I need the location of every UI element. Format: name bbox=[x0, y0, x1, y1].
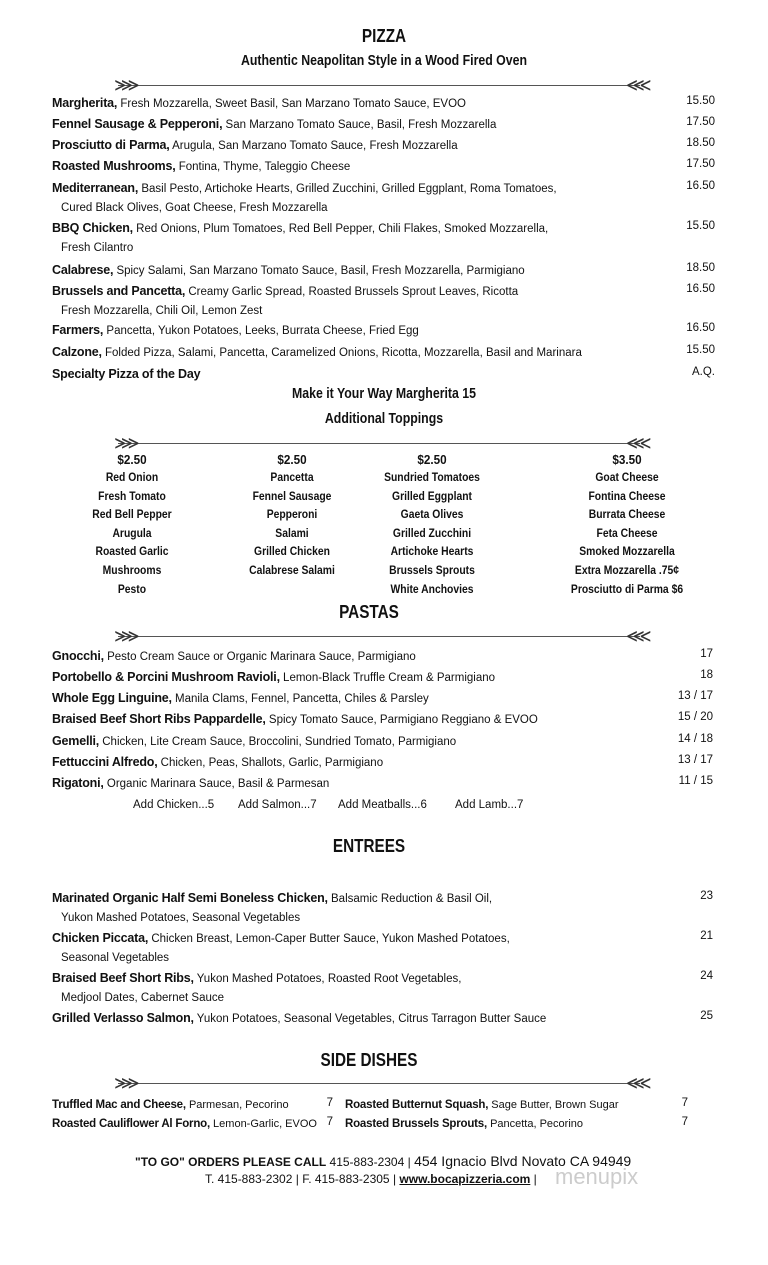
item-description: Sage Butter, Brown Sugar bbox=[491, 1099, 619, 1111]
pizza-item bbox=[52, 158, 350, 175]
item-price: 15 / 20 bbox=[677, 711, 713, 723]
item-name: Specialty Pizza of the Day bbox=[52, 367, 201, 381]
telephone: T. 415-883-2302 bbox=[205, 1172, 293, 1186]
contact-line bbox=[205, 1172, 537, 1186]
topping-item: Calabrese Salami bbox=[249, 565, 335, 577]
item-description: Chicken, Peas, Shallots, Garlic, Parmigiano bbox=[160, 757, 384, 769]
website-link[interactable]: www.bocapizzeria.com bbox=[399, 1172, 531, 1186]
item-description: Fontina, Thyme, Taleggio Cheese bbox=[178, 161, 351, 173]
topping-price: $2.50 bbox=[417, 452, 447, 467]
item-price: 18 bbox=[700, 669, 713, 681]
section-divider bbox=[118, 443, 640, 444]
section-divider bbox=[118, 636, 640, 637]
item-description: Spicy Tomato Sauce, Parmigiano Reggiano & EVOO bbox=[268, 714, 538, 726]
topping-item: Salami bbox=[275, 527, 309, 540]
item-description: Red Onions, Plum Tomatoes, Red Bell Pepper, Chili Flakes, Smoked Mozzarella, bbox=[136, 223, 549, 235]
item-price: 25 bbox=[700, 1010, 713, 1022]
separator: | bbox=[392, 1172, 400, 1186]
pasta-item bbox=[52, 690, 429, 707]
item-price: A.Q. bbox=[691, 366, 715, 378]
pasta-addon: Add Chicken...5 bbox=[133, 799, 215, 811]
topping-item: Brussels Sprouts bbox=[389, 565, 475, 577]
arrow-right-icon: ⋙ bbox=[114, 1073, 140, 1093]
topping-item: Goat Cheese bbox=[595, 472, 659, 484]
item-price: 15.50 bbox=[686, 95, 715, 107]
topping-item: White Anchovies bbox=[390, 583, 474, 596]
item-price: 13 / 17 bbox=[677, 754, 713, 766]
item-description: Folded Pizza, Salami, Pancetta, Caramelized Onions, Ricotta, Mozzarella, Basil and Marinara bbox=[105, 347, 582, 359]
topping-item: Pancetta bbox=[270, 472, 314, 484]
topping-item: Fresh Tomato bbox=[98, 490, 166, 503]
item-price: 17 bbox=[700, 648, 713, 660]
item-name: Mediterranean, bbox=[52, 181, 139, 195]
item-description-cont: Fresh Mozzarella, Chili Oil, Lemon Zest bbox=[61, 305, 263, 317]
pasta-item bbox=[52, 754, 383, 771]
item-description: Pesto Cream Sauce or Organic Marinara Sauce, Parmigiano bbox=[107, 651, 416, 663]
arrow-left-icon: ⋘ bbox=[626, 626, 652, 646]
pasta-item bbox=[52, 669, 495, 686]
item-description: Lemon-Black Truffle Cream & Parmigiano bbox=[283, 672, 496, 684]
arrow-right-icon: ⋙ bbox=[114, 433, 140, 453]
item-price: 7 bbox=[326, 1116, 333, 1128]
watermark: menupix bbox=[555, 1164, 639, 1189]
item-name: Gnocchi, bbox=[52, 649, 104, 663]
topping-item: Gaeta Olives bbox=[400, 509, 464, 522]
item-description: Creamy Garlic Spread, Roasted Brussels Sprout Leaves, Ricotta bbox=[188, 286, 519, 298]
item-price: 7 bbox=[681, 1097, 688, 1109]
topping-item: Roasted Garlic bbox=[95, 546, 169, 559]
item-price: 7 bbox=[326, 1097, 333, 1109]
pasta-item bbox=[52, 648, 416, 665]
item-price: 13 / 17 bbox=[677, 690, 713, 702]
pasta-addon: Add Meatballs...6 bbox=[338, 799, 427, 811]
pasta-addon: Add Lamb...7 bbox=[455, 799, 524, 811]
item-description: Balsamic Reduction & Basil Oil, bbox=[331, 893, 493, 905]
topping-item: Fontina Cheese bbox=[588, 490, 666, 503]
item-name: Prosciutto di Parma, bbox=[52, 138, 170, 152]
arrow-left-icon: ⋘ bbox=[626, 1073, 652, 1093]
item-name: Farmers, bbox=[52, 323, 104, 337]
pizza-item bbox=[52, 344, 582, 361]
item-name: Margherita, bbox=[52, 96, 118, 110]
pizza-subtitle: Authentic Neapolitan Style in a Wood Fired Oven bbox=[240, 53, 528, 69]
topping-item: Red Onion bbox=[105, 472, 159, 484]
togo-phone: 415-883-2304 bbox=[329, 1155, 405, 1169]
topping-item: Grilled Eggplant bbox=[392, 490, 472, 503]
topping-item: Mushrooms bbox=[102, 565, 162, 577]
side-item bbox=[345, 1097, 618, 1113]
topping-item: Smoked Mozzarella bbox=[579, 546, 675, 559]
item-name: Chicken Piccata, bbox=[52, 931, 149, 945]
item-description-cont: Seasonal Vegetables bbox=[61, 952, 170, 964]
togo-label: "TO GO" ORDERS PLEASE CALL bbox=[135, 1155, 327, 1169]
entree-item bbox=[52, 1010, 546, 1027]
arrow-right-icon: ⋙ bbox=[114, 75, 140, 95]
topping-item: Grilled Zucchini bbox=[392, 527, 472, 540]
separator: | bbox=[533, 1172, 537, 1186]
pizza-item bbox=[52, 322, 419, 339]
pastas-title: PASTAS bbox=[339, 602, 399, 622]
section-divider bbox=[118, 85, 640, 86]
pasta-addon: Add Salmon...7 bbox=[238, 799, 317, 811]
topping-item: Feta Cheese bbox=[596, 527, 658, 540]
item-name: BBQ Chicken, bbox=[52, 221, 133, 235]
item-price: 16.50 bbox=[686, 180, 715, 192]
item-price: 11 / 15 bbox=[678, 775, 713, 787]
pizza-item bbox=[52, 95, 466, 112]
item-price: 24 bbox=[700, 970, 713, 982]
sides-title: SIDE DISHES bbox=[320, 1050, 418, 1070]
item-name: Calabrese, bbox=[52, 263, 114, 277]
item-name: Gemelli, bbox=[52, 734, 100, 748]
item-name: Truffled Mac and Cheese, bbox=[52, 1099, 186, 1111]
item-name: Fettuccini Alfredo, bbox=[52, 755, 158, 769]
item-description-cont: Medjool Dates, Cabernet Sauce bbox=[61, 992, 225, 1004]
item-description: Chicken Breast, Lemon-Caper Butter Sauce, Yukon Mashed Potatoes, bbox=[151, 933, 510, 945]
item-description-cont: Yukon Mashed Potatoes, Seasonal Vegetables bbox=[61, 912, 301, 924]
arrow-left-icon: ⋘ bbox=[626, 75, 652, 95]
topping-item: Red Bell Pepper bbox=[92, 509, 172, 522]
item-description: Fresh Mozzarella, Sweet Basil, San Marzano Tomato Sauce, EVOO bbox=[120, 98, 466, 110]
pizza-item bbox=[52, 283, 518, 300]
topping-item: Arugula bbox=[112, 527, 152, 540]
item-name: Roasted Brussels Sprouts, bbox=[345, 1118, 487, 1130]
item-price: 16.50 bbox=[686, 322, 715, 334]
separator: | bbox=[295, 1172, 303, 1186]
item-description: Manila Clams, Fennel, Pancetta, Chiles & Parsley bbox=[175, 693, 429, 705]
pizza-item bbox=[52, 116, 496, 133]
toppings-subtitle: Additional Toppings bbox=[324, 411, 444, 427]
item-name: Rigatoni, bbox=[52, 776, 104, 790]
pizza-item bbox=[52, 366, 200, 383]
entree-item bbox=[52, 970, 461, 987]
address: 454 Ignacio Blvd Novato CA 94949 bbox=[414, 1153, 632, 1169]
arrow-left-icon: ⋘ bbox=[626, 433, 652, 453]
item-price: 21 bbox=[700, 930, 713, 942]
entree-item bbox=[52, 890, 492, 907]
item-name: Whole Egg Linguine, bbox=[52, 691, 172, 705]
item-description: Pancetta, Pecorino bbox=[490, 1118, 584, 1130]
item-description: San Marzano Tomato Sauce, Basil, Fresh Mozzarella bbox=[225, 119, 497, 131]
item-description: Parmesan, Pecorino bbox=[188, 1099, 289, 1111]
entree-item bbox=[52, 930, 510, 947]
item-price: 15.50 bbox=[686, 344, 715, 356]
arrow-right-icon: ⋙ bbox=[114, 626, 140, 646]
item-name: Roasted Butternut Squash, bbox=[345, 1099, 489, 1111]
item-description: Lemon-Garlic, EVOO bbox=[213, 1118, 317, 1130]
topping-item: Pesto bbox=[117, 583, 147, 596]
item-name: Braised Beef Short Ribs, bbox=[52, 971, 194, 985]
section-divider bbox=[118, 1083, 640, 1084]
topping-price: $2.50 bbox=[117, 452, 147, 467]
item-price: 17.50 bbox=[686, 158, 715, 170]
topping-item: Extra Mozzarella .75¢ bbox=[574, 565, 680, 577]
item-description-cont: Cured Black Olives, Goat Cheese, Fresh Mozzarella bbox=[61, 202, 328, 214]
item-price: 7 bbox=[681, 1116, 688, 1128]
pasta-item bbox=[52, 733, 456, 750]
topping-item: Artichoke Hearts bbox=[390, 546, 474, 559]
item-description: Spicy Salami, San Marzano Tomato Sauce, Basil, Fresh Mozzarella, Parmigiano bbox=[116, 265, 525, 277]
topping-item: Prosciutto di Parma $6 bbox=[570, 583, 684, 596]
topping-item: Sundried Tomatoes bbox=[384, 472, 480, 484]
item-description: Arugula, San Marzano Tomato Sauce, Fresh Mozzarella bbox=[172, 140, 458, 152]
item-name: Roasted Mushrooms, bbox=[52, 159, 176, 173]
pasta-item bbox=[52, 711, 538, 728]
item-price: 18.50 bbox=[686, 262, 715, 274]
item-description-cont: Fresh Cilantro bbox=[61, 242, 134, 254]
topping-item: Pepperoni bbox=[266, 509, 318, 522]
separator: | bbox=[407, 1155, 415, 1169]
item-price: 23 bbox=[700, 890, 713, 902]
item-name: Calzone, bbox=[52, 345, 102, 359]
item-description: Yukon Potatoes, Seasonal Vegetables, Citrus Tarragon Butter Sauce bbox=[196, 1013, 547, 1025]
pasta-item bbox=[52, 775, 329, 792]
item-description: Basil Pesto, Artichoke Hearts, Grilled Zucchini, Grilled Eggplant, Roma Tomatoes, bbox=[141, 183, 557, 195]
item-price: 17.50 bbox=[686, 116, 715, 128]
item-description: Organic Marinara Sauce, Basil & Parmesan bbox=[106, 778, 330, 790]
pizza-item bbox=[52, 262, 525, 279]
item-price: 14 / 18 bbox=[677, 733, 713, 745]
item-name: Roasted Cauliflower Al Forno, bbox=[52, 1118, 210, 1130]
item-price: 16.50 bbox=[686, 283, 715, 295]
item-name: Braised Beef Short Ribs Pappardelle, bbox=[52, 712, 266, 726]
item-name: Fennel Sausage & Pepperoni, bbox=[52, 117, 223, 131]
pizza-item bbox=[52, 180, 557, 197]
toppings-title: Make it Your Way Margherita 15 bbox=[291, 386, 477, 402]
topping-item: Burrata Cheese bbox=[588, 509, 666, 522]
topping-item: Grilled Chicken bbox=[254, 546, 330, 559]
item-price: 18.50 bbox=[686, 137, 715, 149]
topping-price: $3.50 bbox=[612, 452, 642, 467]
item-name: Grilled Verlasso Salmon, bbox=[52, 1011, 194, 1025]
item-name: Portobello & Porcini Mushroom Ravioli, bbox=[52, 670, 280, 684]
side-item bbox=[345, 1116, 583, 1132]
item-description: Pancetta, Yukon Potatoes, Leeks, Burrata Cheese, Fried Egg bbox=[106, 325, 419, 337]
entrees-title: ENTREES bbox=[332, 836, 406, 856]
pizza-item bbox=[52, 137, 458, 154]
fax: F. 415-883-2305 bbox=[302, 1172, 390, 1186]
item-price: 15.50 bbox=[686, 220, 715, 232]
item-name: Marinated Organic Half Semi Boneless Chicken, bbox=[52, 891, 328, 905]
item-name: Brussels and Pancetta, bbox=[52, 284, 186, 298]
pizza-title: PIZZA bbox=[361, 26, 407, 46]
item-description: Yukon Mashed Potatoes, Roasted Root Vegetables, bbox=[196, 973, 462, 985]
pizza-item bbox=[52, 220, 548, 237]
topping-price: $2.50 bbox=[277, 452, 307, 467]
topping-item: Fennel Sausage bbox=[252, 490, 332, 503]
item-description: Chicken, Lite Cream Sauce, Broccolini, Sundried Tomato, Parmigiano bbox=[102, 736, 457, 748]
